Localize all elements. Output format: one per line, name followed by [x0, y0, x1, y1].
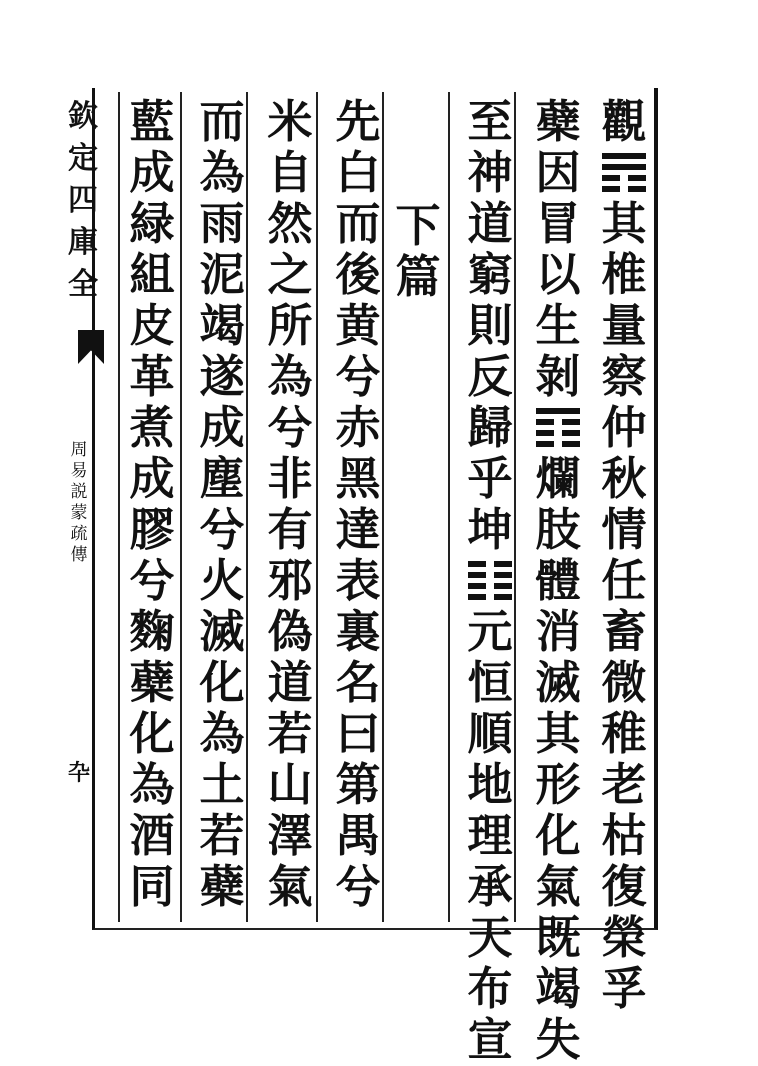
- text-char: 量: [601, 299, 647, 352]
- text-char: 老: [601, 758, 647, 811]
- text-char: 體: [535, 554, 581, 607]
- fish-tail-ornament: [78, 330, 104, 364]
- text-char: 觀: [601, 95, 647, 148]
- text-char: 膠: [129, 503, 175, 556]
- text-char: 黄: [335, 299, 381, 352]
- text-char: 然: [267, 197, 313, 250]
- text-char: 兮: [199, 503, 245, 556]
- text-char: 爛: [535, 452, 581, 505]
- text-char: 反: [467, 350, 513, 403]
- text-char: 禺: [335, 809, 381, 862]
- text-char: 復: [601, 860, 647, 913]
- text-char: 赤: [335, 401, 381, 454]
- text-char: 氣: [267, 860, 313, 913]
- text-char: 曰: [335, 707, 381, 760]
- text-char: 白: [335, 146, 381, 199]
- book-label-char: 蒙: [70, 503, 88, 523]
- text-char: 成: [129, 146, 175, 199]
- text-char: 蘗: [199, 860, 245, 913]
- book-label-char: 易: [70, 461, 88, 481]
- text-char: 元: [467, 605, 513, 658]
- text-char: 酒: [129, 809, 175, 862]
- book-label-char: 説: [70, 482, 88, 502]
- column-rule: [448, 92, 450, 922]
- text-char: 若: [267, 707, 313, 760]
- text-char: 所: [267, 299, 313, 352]
- margin-title-char: 全: [68, 267, 98, 302]
- text-char: 後: [335, 248, 381, 301]
- text-char: 理: [467, 809, 513, 862]
- text-char: 化: [129, 707, 175, 760]
- text-char: 則: [467, 299, 513, 352]
- text-char: 自: [267, 146, 313, 199]
- text-char: 兮: [335, 350, 381, 403]
- text-char: 山: [267, 758, 313, 811]
- text-char: 枯: [601, 809, 647, 862]
- text-char: 微: [601, 656, 647, 709]
- text-char: 若: [199, 809, 245, 862]
- text-char: 椎: [601, 248, 647, 301]
- text-char: 兮: [267, 401, 313, 454]
- text-char: 為: [199, 707, 245, 760]
- text-char: 而: [199, 95, 245, 148]
- text-char: 遂: [199, 350, 245, 403]
- text-char: 坤: [467, 503, 513, 556]
- column-rule: [180, 92, 182, 922]
- text-char: 至: [467, 95, 513, 148]
- text-char: 生: [535, 299, 581, 352]
- text-char: 滅: [199, 605, 245, 658]
- text-char: 成: [129, 452, 175, 505]
- text-column-5: [330, 96, 386, 912]
- text-char: 而: [335, 197, 381, 250]
- book-label: [68, 440, 90, 566]
- text-char: 道: [467, 197, 513, 250]
- text-char: 化: [535, 809, 581, 862]
- text-char: 土: [199, 758, 245, 811]
- text-char: 察: [601, 350, 647, 403]
- column-rule: [118, 92, 120, 922]
- text-char: 裏: [335, 605, 381, 658]
- text-char: 達: [335, 503, 381, 556]
- text-char: 緑: [129, 197, 175, 250]
- text-char: 有: [267, 503, 313, 556]
- text-char: 孚: [601, 962, 647, 1015]
- text-char: 化: [199, 656, 245, 709]
- book-label-char: 傳: [70, 545, 88, 565]
- text-char: 滅: [535, 656, 581, 709]
- text-char: 為: [129, 758, 175, 811]
- margin-title: [70, 96, 96, 306]
- text-char: 邪: [267, 554, 313, 607]
- text-char: 為: [199, 146, 245, 199]
- text-char: 為: [267, 350, 313, 403]
- text-char: 藍: [129, 95, 175, 148]
- text-char: 以: [535, 248, 581, 301]
- text-char: 蘗: [535, 95, 581, 148]
- text-char: 組: [129, 248, 175, 301]
- text-char: 榮: [601, 911, 647, 964]
- text-char: 順: [467, 707, 513, 760]
- margin-title-char: 庫: [68, 225, 98, 260]
- section-heading: [390, 200, 446, 302]
- page-number: 卆: [68, 760, 91, 786]
- text-char: 米: [267, 95, 313, 148]
- text-column-7: [194, 96, 250, 912]
- text-char: 因: [535, 146, 581, 199]
- text-char: 其: [601, 197, 647, 250]
- text-char: 秋: [601, 452, 647, 505]
- kun-trigram-icon: [468, 555, 512, 606]
- text-char: 仲: [601, 401, 647, 454]
- text-char: 形: [535, 758, 581, 811]
- margin-title-char: 定: [68, 141, 98, 176]
- text-char: 塵: [199, 452, 245, 505]
- text-char: 畜: [601, 605, 647, 658]
- text-char: 火: [199, 554, 245, 607]
- text-char: 皮: [129, 299, 175, 352]
- text-char: 之: [267, 248, 313, 301]
- book-label-char: 疏: [70, 524, 88, 544]
- text-char: 情: [601, 503, 647, 556]
- text-char: 冒: [535, 197, 581, 250]
- text-char: 氣: [535, 860, 581, 913]
- text-char: 神: [467, 146, 513, 199]
- text-char: 恒: [467, 656, 513, 709]
- text-char: 布: [467, 962, 513, 1015]
- text-char: 歸: [467, 401, 513, 454]
- text-char: 成: [199, 401, 245, 454]
- text-char: 窮: [467, 248, 513, 301]
- text-char: 其: [535, 707, 581, 760]
- text-char: 兮: [335, 860, 381, 913]
- text-char: 乎: [467, 452, 513, 505]
- text-char: 革: [129, 350, 175, 403]
- text-column-3: [462, 96, 518, 1065]
- text-char: 肢: [535, 503, 581, 556]
- text-char: 兮: [129, 554, 175, 607]
- text-char: 煮: [129, 401, 175, 454]
- text-char: 偽: [267, 605, 313, 658]
- text-char: 蘗: [129, 656, 175, 709]
- text-char: 承: [467, 860, 513, 913]
- text-column-2: [530, 96, 586, 1065]
- guan-trigram-icon: [602, 147, 646, 198]
- text-char: 非: [267, 452, 313, 505]
- text-char: 第: [335, 758, 381, 811]
- margin-title-char: 欽: [68, 99, 98, 134]
- text-char: 泥: [199, 248, 245, 301]
- text-char: 同: [129, 860, 175, 913]
- text-char: 任: [601, 554, 647, 607]
- text-char: 先: [335, 95, 381, 148]
- text-char: 地: [467, 758, 513, 811]
- text-char: 剝: [535, 350, 581, 403]
- text-column-6: [262, 96, 318, 912]
- text-char: 竭: [535, 962, 581, 1015]
- bo-trigram-icon: [536, 402, 580, 453]
- heading-char: 篇: [395, 250, 441, 303]
- text-char: 既: [535, 911, 581, 964]
- heading-char: 下: [395, 199, 441, 252]
- text-char: 消: [535, 605, 581, 658]
- text-char: 失: [535, 1013, 581, 1066]
- text-char: 表: [335, 554, 381, 607]
- text-char: 麴: [129, 605, 175, 658]
- text-char: 名: [335, 656, 381, 709]
- text-char: 黑: [335, 452, 381, 505]
- margin-title-char: 四: [68, 183, 98, 218]
- text-char: 竭: [199, 299, 245, 352]
- text-char: 道: [267, 656, 313, 709]
- book-label-char: 周: [70, 440, 88, 460]
- text-char: 宣: [467, 1013, 513, 1066]
- text-char: 稚: [601, 707, 647, 760]
- text-char: 雨: [199, 197, 245, 250]
- text-column-1: [596, 96, 652, 1014]
- text-char: 天: [467, 911, 513, 964]
- text-char: 澤: [267, 809, 313, 862]
- text-column-8: [124, 96, 180, 912]
